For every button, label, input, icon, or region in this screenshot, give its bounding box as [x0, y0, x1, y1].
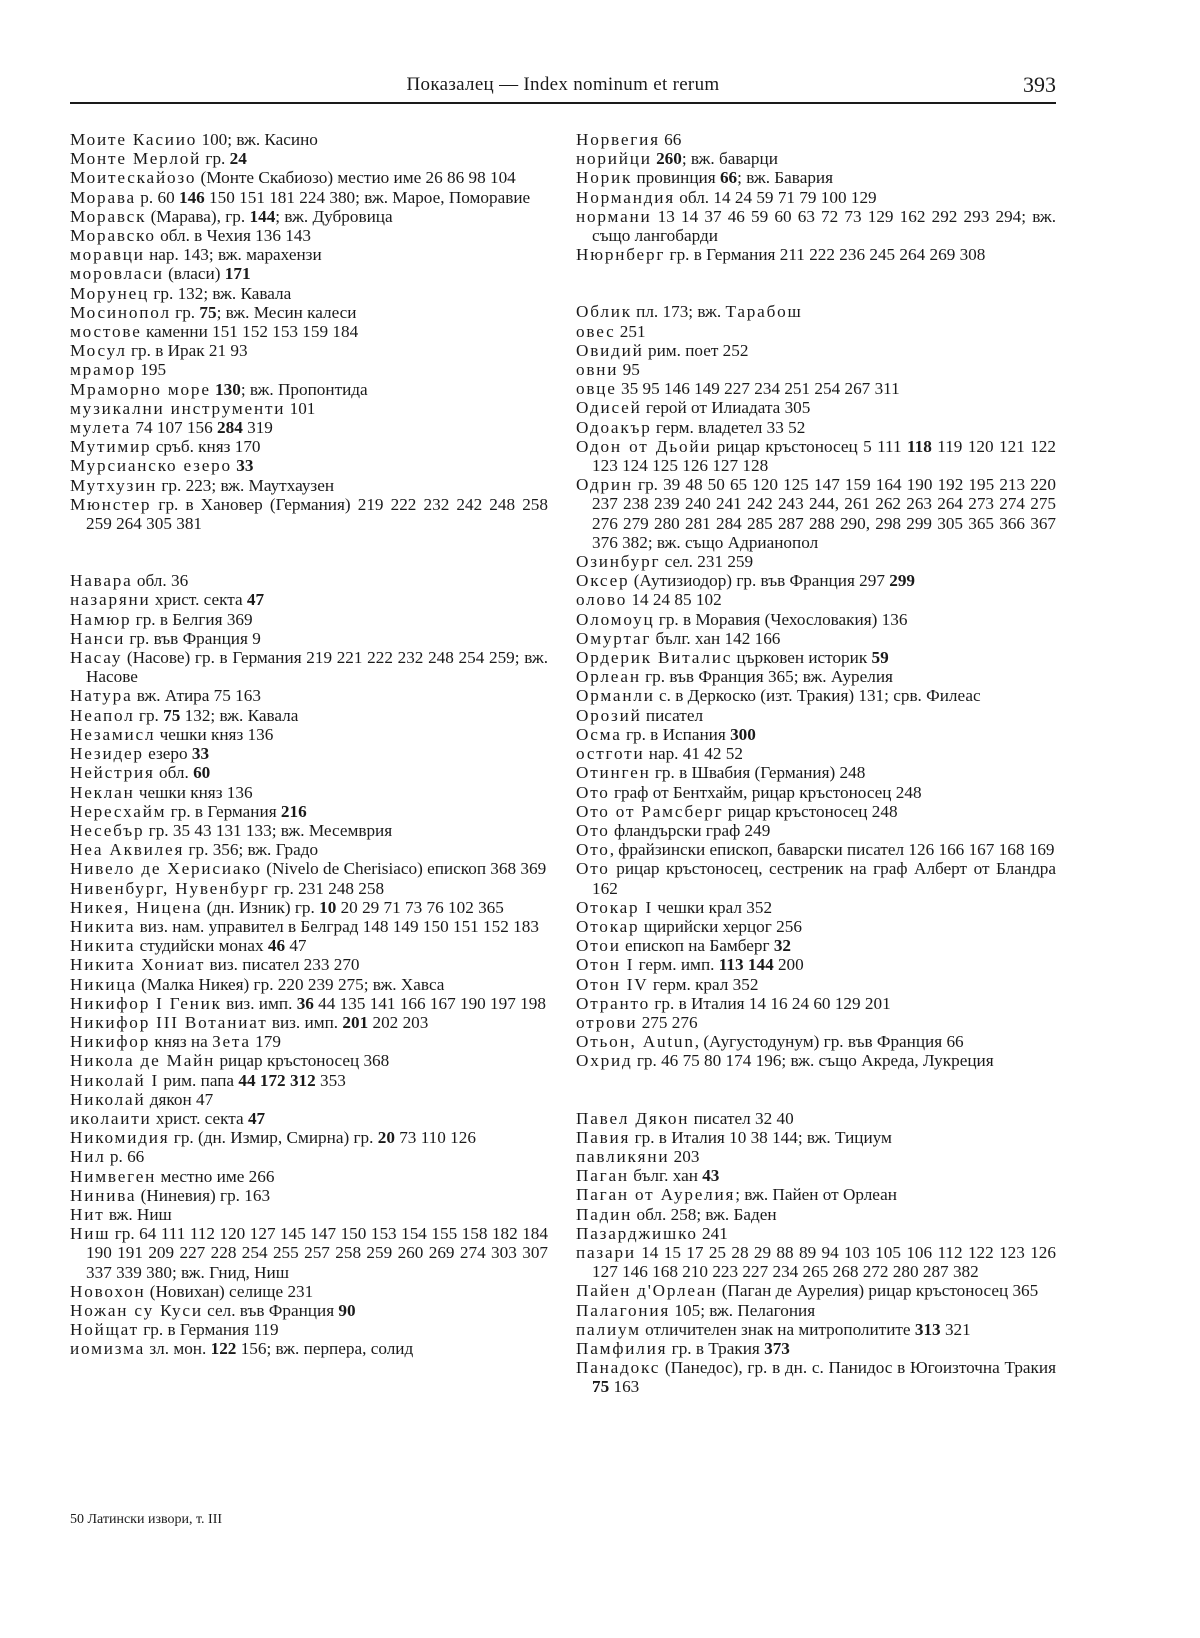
- page-ref-bold: 44: [238, 1070, 256, 1090]
- page-ref-bold: 47: [246, 590, 265, 610]
- entry-headword: павликяни: [576, 1146, 670, 1166]
- entry-headword: овни: [576, 360, 619, 380]
- entry-headword: Неапол: [70, 705, 135, 725]
- index-entry: Отои епископ на Бамберг 32: [576, 936, 791, 956]
- page-ref-bold: 24: [229, 149, 247, 169]
- index-entry: Норик провинция 66; вж. Бавария: [576, 168, 834, 188]
- page-ref-bold: 373: [764, 1338, 790, 1358]
- entry-headword: Моравск: [70, 206, 147, 226]
- entry-headword: Мюнстер: [70, 494, 152, 514]
- index-entry: Оксер (Аутизиодор) гр. във Франция 297 299: [576, 571, 916, 591]
- page-ref-bold: 20: [377, 1128, 395, 1148]
- index-entry: Палагония 105; вж. Пелагония: [576, 1300, 816, 1320]
- index-entry: Неа Аквилея гр. 356; вж. Градо: [70, 840, 319, 860]
- index-entry: Никита виз. нам. управител в Белград 148 149 150 151 152 183: [70, 916, 539, 936]
- entry-headword: пазари: [576, 1242, 636, 1262]
- entry-headword: Ото: [576, 840, 610, 860]
- index-entry: Нивенбург, Нувенбург гр. 231 248 258: [70, 878, 385, 898]
- page-ref-bold: 284: [217, 418, 243, 438]
- index-entry: Мосинопол гр. 75; вж. Месин калеси: [70, 302, 357, 322]
- entry-headword: Новохон: [70, 1281, 146, 1301]
- entry-headword: Ото: [576, 820, 610, 840]
- index-entry: Никифор III Вотаниат виз. имп. 201 202 203: [70, 1012, 429, 1032]
- index-entry: Ордерик Виталис църковен историк 59: [576, 648, 889, 668]
- index-entry: Орозий писател: [576, 705, 704, 725]
- entry-headword: Николай I: [70, 1070, 160, 1090]
- index-entry: Николай I рим. папа 44 172 312 353: [70, 1070, 346, 1090]
- page-ref-bold: 300: [730, 724, 756, 744]
- page-ref-bold: 59: [871, 648, 889, 668]
- index-entry: Морунец гр. 132; вж. Кавала: [70, 283, 292, 303]
- index-entry: Моравск (Марава), гр. 144; вж. Дубровица: [70, 206, 393, 226]
- index-entry: Незамисл чешки княз 136: [70, 724, 274, 744]
- page-ref-bold: 75: [199, 302, 217, 322]
- index-entry: нормани 13 14 37 46 59 60 63 72 73 129 162 292 293 294; вж. също лангобарди: [576, 206, 1056, 246]
- entry-headword: Ордерик Виталис: [576, 648, 733, 668]
- page-ref-bold: 33: [236, 456, 254, 476]
- page-ref-bold: 43: [702, 1166, 720, 1186]
- index-entry: моравци нар. 143; вж. марахензи: [70, 245, 322, 265]
- index-entry: Новохон (Новихан) селище 231: [70, 1281, 314, 1301]
- section-spacer: [576, 264, 1056, 302]
- entry-headword: Одрин: [576, 475, 633, 495]
- index-entry: Ножан су Куси сел. във Франция 90: [70, 1300, 356, 1320]
- entry-headword: Моитескайозо: [70, 168, 197, 188]
- index-entry: Неапол гр. 75 132; вж. Кавала: [70, 705, 299, 725]
- index-entry: Мосул гр. в Ирак 21 93: [70, 341, 248, 361]
- index-entry: Омуртаг бълг. хан 142 166: [576, 628, 781, 648]
- index-entry: Одон от Дьойи рицар кръстоносец 5 111 118 119 120 121 122 123 124 125 126 127 128: [576, 436, 1056, 476]
- index-entry: остготи нар. 41 42 52: [576, 744, 743, 764]
- entry-headword: назаряни: [70, 590, 151, 610]
- entry-headword: Отинген: [576, 763, 651, 783]
- index-entry: Отон IV герм. крал 352: [576, 974, 759, 994]
- index-entry: Орлеан гр. във Франция 365; вж. Аурелия: [576, 667, 893, 687]
- entry-headword: Насау: [70, 648, 123, 668]
- entry-headword: Пазарджишко: [576, 1223, 698, 1243]
- index-entry: Нейстрия обл. 60: [70, 763, 211, 783]
- entry-headword: Никифор I Геник: [70, 993, 222, 1013]
- index-entry: Никита Хониат виз. писател 233 270: [70, 955, 360, 975]
- index-entry: Нинива (Ниневия) гр. 163: [70, 1185, 271, 1205]
- entry-headword: Облик: [576, 302, 632, 322]
- entry-headword: Норвегия: [576, 130, 660, 149]
- index-entry: овес 251: [576, 321, 646, 341]
- index-entry: Нюрнберг гр. в Германия 211 222 236 245 264 269 308: [576, 245, 986, 265]
- entry-headword: остготи: [576, 744, 645, 764]
- index-entry: Никита студийски монах 46 47: [70, 936, 307, 956]
- page-ref-bold: 144: [747, 955, 774, 975]
- entry-headword: моровласи: [70, 264, 164, 284]
- entry-headword: моравци: [70, 245, 145, 265]
- index-entry: Отинген гр. в Швабия (Германия) 248: [576, 763, 866, 783]
- index-entry: пазари 14 15 17 25 28 29 88 89 94 103 105 106 112 122 123 126 127 146 168 210 223 227 234 265 268 272 280 287 382: [576, 1242, 1056, 1282]
- page-ref-bold: 33: [191, 744, 210, 764]
- entry-headword: Мраморно море: [70, 379, 211, 399]
- entry-headword: мрамор: [70, 360, 136, 380]
- entry-headword: Никифор III Вотаниат: [70, 1012, 268, 1032]
- index-entry: Павия гр. в Италия 10 38 144; вж. Тициум: [576, 1127, 892, 1147]
- entry-headword: иколаити: [70, 1108, 152, 1128]
- entry-headword: Павия: [576, 1127, 631, 1147]
- index-entry: Мраморно море 130; вж. Пропонтида: [70, 379, 368, 399]
- index-entry: [70, 456, 548, 475]
- page-ref-bold: 171: [224, 264, 251, 284]
- index-entry: Одрин гр. 39 48 50 65 120 125 147 159 164 190 192 195 213 220 237 238 239 240 241 242 243 244, 261 262 263 264 273 274 275 276 279 280 281 284 285 287 288 290, 298 299 305 365 366 367 376 382; вж. също Адрианопол: [576, 475, 1056, 552]
- index-entry: Ото рицар кръстоносец, сестреник на граф Алберт от Бландра 162: [576, 859, 1056, 898]
- index-entry: Навара обл. 36: [70, 571, 189, 591]
- entry-headword: Намюр: [70, 609, 132, 629]
- entry-headword: Никита: [70, 916, 136, 936]
- cross-ref-spaced: Зета: [212, 1032, 251, 1052]
- index-entry: Моравско обл. в Чехия 136 143: [70, 226, 312, 246]
- entry-headword: Нюрнберг: [576, 245, 666, 265]
- entry-headword: овце: [576, 379, 617, 399]
- index-entry: Монте Мерлой гр. 24: [70, 149, 247, 169]
- index-entry: Пайен д'Орлеан (Паган де Аурелия) рицар кръстоносец 365: [576, 1281, 1039, 1301]
- index-entry: Оломоуц гр. в Моравия (Чехословакия) 136: [576, 609, 908, 629]
- entry-headword: Отон IV: [576, 974, 649, 994]
- entry-headword: Никифор: [70, 1032, 151, 1052]
- entry-headword: Мутхузин: [70, 475, 158, 495]
- page-ref-bold: 146: [178, 187, 205, 207]
- page-ref-bold: 313: [914, 1319, 941, 1339]
- entry-headword: палиум: [576, 1319, 641, 1339]
- entry-headword: Озинбург: [576, 552, 661, 572]
- entry-headword: отрови: [576, 1012, 638, 1032]
- entry-headword: Никита Хониат: [70, 955, 206, 975]
- page-ref-bold: 299: [889, 571, 916, 591]
- index-entry: отрови 275 276: [576, 1012, 698, 1032]
- entry-headword: Никомидия: [70, 1128, 170, 1148]
- index-entry: Намюр гр. в Белгия 369: [70, 609, 253, 629]
- page-ref-bold: 60: [193, 763, 211, 783]
- index-entry: Нимвеген местно име 266: [70, 1166, 275, 1186]
- entry-headword: Нойщат: [70, 1320, 139, 1340]
- entry-headword: Ото: [576, 782, 610, 802]
- index-entry: Отранто гр. в Италия 14 16 24 60 129 201: [576, 993, 891, 1013]
- index-entry: Никола де Майн рицар кръстоносец 368: [70, 1051, 390, 1071]
- entry-headword: Ножан су Куси: [70, 1300, 203, 1320]
- index-entry: Несебър гр. 35 43 131 133; вж. Месемврия: [70, 820, 393, 840]
- page-ref-bold: 172: [259, 1070, 286, 1090]
- entry-headword: Николай: [70, 1089, 146, 1109]
- entry-headword: Несебър: [70, 820, 145, 840]
- index-entry: Одисей герой от Илиадата 305: [576, 398, 811, 418]
- index-entry: овни 95: [576, 360, 640, 380]
- page-number: 393: [1023, 72, 1056, 97]
- index-column-left: [70, 130, 548, 1359]
- index-entry: Павел Дякон писател 32 40: [576, 1108, 794, 1128]
- page-ref-bold: 90: [338, 1300, 356, 1320]
- entry-headword: Орозий: [576, 705, 642, 725]
- index-entry: Отокар I чешки крал 352: [576, 897, 773, 917]
- index-entry: Нересхайм гр. в Германия 216: [70, 801, 307, 821]
- entry-headword: Натура: [70, 686, 133, 706]
- entry-headword: Мосул: [70, 341, 127, 361]
- index-entry: Нил р. 66: [70, 1147, 145, 1167]
- entry-headword: Палагония: [576, 1300, 671, 1320]
- entry-headword: Норик: [576, 168, 633, 188]
- section-spacer: [70, 533, 548, 571]
- entry-headword: музикални инструменти: [70, 398, 286, 418]
- index-entry: павликяни 203: [576, 1146, 700, 1166]
- page-ref-bold: 118: [907, 436, 932, 456]
- entry-headword: Оксер: [576, 571, 630, 591]
- index-entry: олово 14 24 85 102: [576, 590, 722, 610]
- index-entry: мрамор 195: [70, 360, 167, 380]
- entry-headword: Нивенбург, Нувенбург: [70, 878, 270, 898]
- entry-headword: Мурсианско езеро: [70, 456, 232, 476]
- entry-headword: нормани: [576, 206, 652, 226]
- index-entry: назаряни христ. секта 47: [70, 590, 265, 610]
- entry-headword: Незамисл: [70, 724, 156, 744]
- index-entry: Овидий рим. поет 252: [576, 340, 749, 360]
- index-entry: Падин обл. 258; вж. Баден: [576, 1204, 777, 1224]
- entry-headword: Нит: [70, 1204, 105, 1224]
- index-entry: Никомидия гр. (дн. Измир, Смирна) гр. 20 73 110 126: [70, 1128, 476, 1148]
- entry-headword: Нейстрия: [70, 763, 155, 783]
- entry-headword: Никола де Майн: [70, 1051, 216, 1071]
- index-entry: Одоакър герм. владетел 33 52: [576, 417, 806, 437]
- entry-headword: Ото: [576, 859, 610, 879]
- entry-headword: Нимвеген: [70, 1166, 157, 1186]
- entry-headword: Нанси: [70, 628, 126, 648]
- index-entry: Панадокс (Панедос), гр. в дн. с. Панидос в Югоизточна Тракия 75 163: [576, 1358, 1056, 1397]
- page-ref-bold: 36: [296, 993, 314, 1013]
- index-entry: Пазарджишко 241: [576, 1223, 728, 1243]
- index-entry: Нивело де Херисиако (Nivelo de Cherisiaco) епископ 368 369: [70, 859, 547, 879]
- index-entry: норийци 260; вж. баварци: [576, 149, 778, 169]
- entry-headword: норийци: [576, 149, 652, 169]
- index-entry: Ото, фрайзински епископ, баварски писател 126 166 167 168 169: [576, 840, 1055, 860]
- index-entry: Натура вж. Атира 75 163: [70, 686, 261, 706]
- entry-headword: Падин: [576, 1204, 633, 1224]
- index-entry: иколаити христ. секта 47: [70, 1108, 266, 1128]
- index-entry: палиум отличителен знак на митрополитите 313 321: [576, 1319, 971, 1339]
- entry-headword: олово: [576, 590, 628, 610]
- entry-headword: Паган от Аурелия: [576, 1185, 736, 1205]
- index-entry: Нормандия обл. 14 24 59 71 79 100 129: [576, 187, 877, 207]
- entry-headword: Отои: [576, 936, 621, 956]
- page-ref-bold: 10: [319, 897, 337, 917]
- index-entry: музикални инструменти 101: [70, 398, 316, 418]
- index-entry: Никифор княз на Зета 179: [70, 1032, 281, 1052]
- entry-headword: мулета: [70, 418, 132, 438]
- entry-headword: Мосинопол: [70, 302, 171, 322]
- index-entry: Отокар щирийски херцог 256: [576, 916, 802, 936]
- page-ref-bold: 130: [215, 379, 241, 399]
- entry-headword: Отьон, Autun: [576, 1032, 695, 1052]
- entry-headword: Неклан: [70, 782, 135, 802]
- index-entry: Ото граф от Бентхайм, рицар кръстоносец 248: [576, 782, 922, 802]
- page-ref-bold: 312: [289, 1070, 316, 1090]
- entry-headword: Охрид: [576, 1051, 633, 1071]
- page-ref-bold: 75: [163, 705, 181, 725]
- index-entry: Озинбург сел. 231 259: [576, 552, 754, 572]
- section-spacer: [576, 1071, 1056, 1109]
- page-title: Показалец — Index nominum et rerum: [406, 74, 720, 95]
- page-ref-bold: 144: [249, 206, 276, 226]
- entry-headword: мостове: [70, 322, 142, 342]
- entry-headword: Омуртаг: [576, 628, 652, 648]
- page-ref-bold: 75: [592, 1377, 610, 1397]
- page-ref-bold: 47: [247, 1108, 266, 1128]
- entry-headword: Нинива: [70, 1185, 137, 1205]
- page-header: [70, 72, 1056, 104]
- entry-headword: Одон от Дьойи: [576, 436, 712, 456]
- cross-ref-spaced: Тарабош: [725, 302, 803, 322]
- index-entry: Нойщат гр. в Германия 119: [70, 1320, 279, 1340]
- index-entry: Мутхузин гр. 223; вж. Маутхаузен: [70, 475, 335, 495]
- entry-headword: Никица: [70, 974, 137, 994]
- index-entry: Насау (Насове) гр. в Германия 219 221 222 232 248 254 259; вж. Насове: [70, 648, 548, 687]
- index-entry: Моите Касиио 100; вж. Касино: [70, 130, 318, 149]
- entry-headword: Пайен д'Орлеан: [576, 1281, 718, 1301]
- entry-headword: Неа Аквилея: [70, 840, 185, 860]
- index-entry: Ниш гр. 64 111 112 120 127 145 147 150 153 154 155 158 182 184 190 191 209 227 228 254 255 257 258 259 260 269 274 303 307 337 339 380; вж. Гнид, Ниш: [70, 1224, 548, 1282]
- index-entry: Никица (Малка Никея) гр. 220 239 275; вж. Хавса: [70, 974, 445, 994]
- index-entry: овце 35 95 146 149 227 234 251 254 267 311: [576, 379, 900, 399]
- entry-headword: Моите Касиио: [70, 130, 198, 149]
- page-ref-bold: 122: [210, 1339, 237, 1359]
- index-entry: Отьон, Autun, (Аугустодунум) гр. във Франция 66: [576, 1032, 964, 1052]
- index-entry: Орманли с. в Деркоско (изт. Тракия) 131; срв. Филеас: [576, 686, 981, 706]
- index-entry: Моитескайозо (Монте Скабиозо) местио име 26 86 98 104: [70, 168, 516, 188]
- index-entry: Мюнстер гр. в Хановер (Германия) 219 222 232 242 248 258 259 264 305 381: [70, 494, 548, 534]
- entry-headword: Морунец: [70, 283, 150, 303]
- entry-headword: Моравско: [70, 226, 156, 246]
- entry-headword: Никея, Ницена: [70, 897, 203, 917]
- index-entry: Отон I герм. имп. 113 144 200: [576, 955, 804, 975]
- entry-headword: иомизма: [70, 1339, 146, 1359]
- index-entry: Николай дякон 47: [70, 1089, 214, 1109]
- entry-headword: Монте Мерлой: [70, 149, 202, 169]
- entry-headword: Нивело де Херисиако: [70, 859, 262, 879]
- index-entry: Охрид гр. 46 75 80 174 196; вж. също Акреда, Лукреция: [576, 1051, 994, 1071]
- index-entry: Норвегия 66: [576, 130, 682, 149]
- entry-headword: Орманли: [576, 686, 655, 706]
- page-ref-bold: 46: [267, 936, 286, 956]
- entry-headword: Орлеан: [576, 667, 641, 687]
- entry-headword: Незидер: [70, 744, 144, 764]
- entry-headword: Нересхайм: [70, 801, 167, 821]
- entry-headword: Паган: [576, 1166, 629, 1186]
- index-entry: мостове каменни 151 152 153 159 184: [70, 322, 359, 342]
- page-ref-bold: 260: [656, 149, 682, 169]
- index-entry: Никея, Ницена (дн. Изник) гр. 10 20 29 71 73 76 102 365: [70, 897, 504, 917]
- entry-headword: Мутимир: [70, 437, 152, 457]
- page-ref-bold: 32: [773, 936, 791, 956]
- index-entry: Морава р. 60 146 150 151 181 224 380; вж. Марое, Поморавие: [70, 187, 531, 207]
- entry-headword: Нил: [70, 1147, 106, 1167]
- entry-headword: Отон I: [576, 955, 635, 975]
- entry-headword: Осма: [576, 724, 622, 744]
- index-entry: Ото от Рамсберг рицар кръстоносец 248: [576, 801, 898, 821]
- index-entry: Нанси гр. във Франция 9: [70, 628, 261, 648]
- entry-headword: Отокар I: [576, 897, 654, 917]
- index-column-right: [576, 130, 1056, 1397]
- entry-headword: Ниш: [70, 1224, 111, 1244]
- page-ref-bold: 201: [342, 1012, 369, 1032]
- entry-headword: Одоакър: [576, 417, 652, 437]
- page-ref-bold: 66: [719, 168, 738, 188]
- entry-headword: Нормандия: [576, 187, 675, 207]
- index-entry: Незидер езеро 33: [70, 744, 210, 764]
- index-entry: моровласи (власи) 171: [70, 264, 251, 284]
- index-entry: Ото фландърски граф 249: [576, 820, 771, 840]
- page-ref-bold: 216: [280, 801, 307, 821]
- index-entry: Облик пл. 173; вж. Тарабош: [576, 302, 803, 322]
- entry-headword: Панадокс: [576, 1358, 661, 1378]
- entry-headword: Одисей: [576, 398, 642, 418]
- entry-headword: Оломоуц: [576, 609, 655, 629]
- index-entry: иомизма зл. мон. 122 156; вж. перпера, солид: [70, 1339, 414, 1359]
- entry-headword: Памфилия: [576, 1338, 668, 1358]
- index-entry: Никифор I Геник виз. имп. 36 44 135 141 166 167 190 197 198: [70, 993, 546, 1013]
- index-entry: мулета 74 107 156 284 319: [70, 418, 273, 438]
- entry-headword: Овидий: [576, 340, 644, 360]
- entry-headword: овес: [576, 321, 616, 341]
- entry-headword: Отокар: [576, 916, 640, 936]
- entry-headword: Павел Дякон: [576, 1108, 690, 1128]
- entry-headword: Морава: [70, 187, 136, 207]
- page-ref-bold: 113: [718, 955, 744, 975]
- index-entry: Памфилия гр. в Тракия 373: [576, 1338, 790, 1358]
- index-entry: Неклан чешки княз 136: [70, 782, 253, 802]
- index-entry: Мутимир сръб. княз 170: [70, 437, 261, 457]
- entry-headword: Навара: [70, 571, 133, 591]
- entry-headword: Ото от Рамсберг: [576, 801, 724, 821]
- index-entry: Паган бълг. хан 43: [576, 1166, 720, 1186]
- index-entry: Осма гр. в Испания 300: [576, 724, 756, 744]
- page-footer: 50 Латински извори, т. III: [70, 1512, 223, 1527]
- entry-headword: Отранто: [576, 993, 651, 1013]
- index-entry: Паган от Аурелия; вж. Пайен от Орлеан: [576, 1185, 897, 1205]
- entry-headword: Никита: [70, 936, 136, 956]
- index-entry: Нит вж. Ниш: [70, 1204, 172, 1224]
